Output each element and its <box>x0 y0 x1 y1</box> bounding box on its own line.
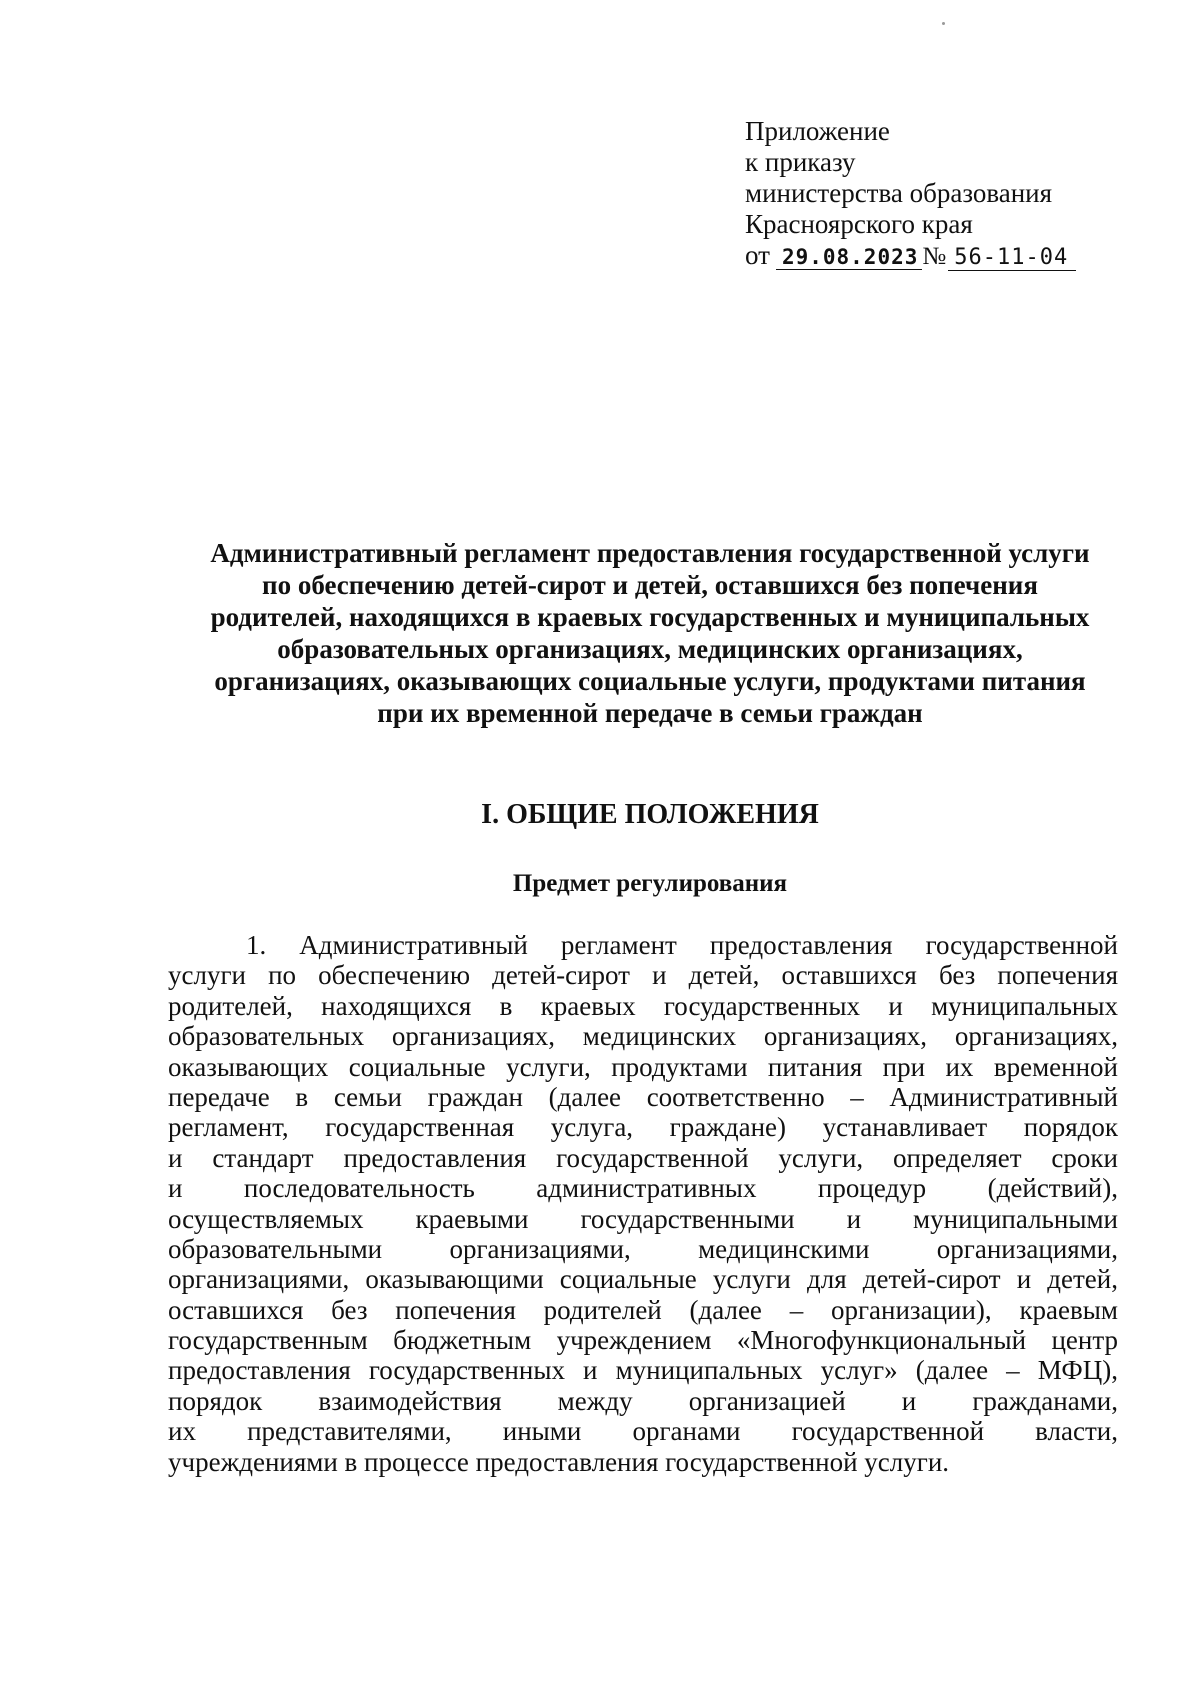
section-heading: I. ОБЩИЕ ПОЛОЖЕНИЯ <box>481 799 819 830</box>
paragraph-line: оставшихся без попечения родителей (далее – организации), краевым <box>168 1294 1118 1325</box>
paragraph-line: учреждениями в процессе предоставления государственной услуги. <box>168 1446 950 1477</box>
approval-date-line <box>745 240 1125 272</box>
paragraph-line: регламент, государственная услуга, граждане) устанавливает порядок <box>168 1112 1118 1143</box>
paragraph-line: и стандарт предоставления государственной услуги, определяет сроки <box>168 1142 1118 1173</box>
title-line: организациях, оказывающих социальные услуги, продуктами питания <box>214 666 1086 696</box>
number-sign: № <box>922 243 947 270</box>
paragraph-line: образовательных организациях, медицинских организациях, организациях, <box>168 1021 1118 1052</box>
document-title <box>120 537 1180 729</box>
handwritten-order-number: 56-11-04 <box>948 246 1076 271</box>
section-subheading: Предмет регулирования <box>512 870 788 897</box>
paragraph-line: осуществляемых краевыми государственными и муниципальными <box>168 1203 1118 1234</box>
scan-speck <box>942 22 945 25</box>
paragraph-line: услуги по обеспечению детей-сирот и детей, оставшихся без попечения <box>168 960 1118 991</box>
title-line: родителей, находящихся в краевых государственных и муниципальных <box>210 602 1090 632</box>
approval-line-4: Красноярского края <box>745 209 973 239</box>
paragraph-line: государственным бюджетным учреждением «Многофункциональный центр <box>168 1325 1118 1356</box>
paragraph-line: передаче в семьи граждан (далее соответственно – Административный <box>168 1081 1118 1112</box>
approval-line-3: министерства образования <box>745 178 1053 208</box>
paragraph-line: оказывающих социальные услуги, продуктами питания при их временной <box>168 1051 1118 1082</box>
approval-block <box>745 116 1125 272</box>
title-line: образовательных организациях, медицинских организациях, <box>277 634 1023 664</box>
paragraph-line: их представителями, иными органами государственной власти, <box>168 1416 1118 1447</box>
approval-line-1: Приложение <box>745 116 890 146</box>
paragraph-line: и последовательность административных процедур (действий), <box>168 1173 1118 1204</box>
approval-line-2: к приказу <box>745 147 856 177</box>
paragraph-line: предоставления государственных и муниципальных услуг» (далее – МФЦ), <box>168 1355 1118 1386</box>
title-line: по обеспечению детей-сирот и детей, оставшихся без попечения <box>262 570 1038 600</box>
paragraph-line: образовательными организациями, медицинскими организациями, <box>168 1233 1118 1264</box>
paragraph-1 <box>168 930 1118 1477</box>
paragraph-line: порядок взаимодействия между организацией и гражданами, <box>168 1385 1118 1416</box>
paragraph-line: 1. Административный регламент предоставления государственной <box>246 930 1118 960</box>
paragraph-line: организациями, оказывающими социальные услуги для детей-сирот и детей, <box>168 1264 1118 1295</box>
handwritten-date: 29.08.2023 <box>776 245 922 270</box>
title-line: Административный регламент предоставления государственной услуги <box>210 538 1090 568</box>
title-line: при их временной передаче в семьи граждан <box>377 698 923 728</box>
date-prefix: от <box>745 240 770 270</box>
paragraph-line: родителей, находящихся в краевых государственных и муниципальных <box>168 990 1118 1021</box>
